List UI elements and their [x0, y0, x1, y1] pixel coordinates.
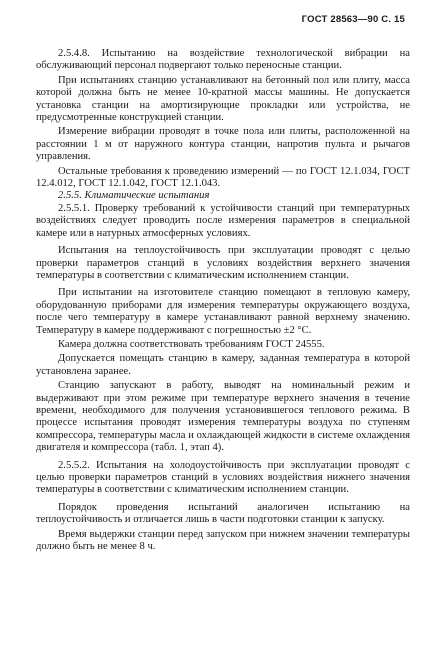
paragraph-2-5-5-1: 2.5.5.1. Проверку требований к устойчивости станций при температурных воздействиях следует проводить после измерения параметров в специальной камере или в натурных атмосферных условиях.	[36, 202, 410, 239]
paragraph-other-requirements: Остальные требования к проведению измерений — по ГОСТ 12.1.034, ГОСТ 12.4.012, ГОСТ 12.1.042, ГОСТ 12.1.043.	[36, 165, 410, 190]
paragraph-holding-time: Время выдержки станции перед запуском при нижнем значении температуры должно быть не менее 8 ч.	[36, 528, 410, 553]
paragraph-heat-resistance: Испытания на теплоустойчивость при эксплуатации проводят с целью проверки параметров станций в условиях воздействия верхнего значения температуры в соответствии с климатическим исполнением станции.	[36, 245, 410, 281]
paragraph-chamber-preset: Допускается помещать станцию в камеру, заданная температура в которой установлена заранее.	[36, 353, 410, 377]
paragraph-vibration-measurement: Измерение вибрации проводят в точке пола или плиты, расположенной на расстоянии 1 м от наружного контура станции, напротив пульта и рычагов управления.	[36, 126, 410, 163]
paragraph-procedure: Порядок проведения испытаний аналогичен испытанию на теплоустойчивость и отличается лишь в части подготовки станции к запуску.	[36, 501, 410, 526]
paragraph-heat-chamber: При испытании на изготовителе станцию помещают в тепловую камеру, оборудованную приборами для измерения температуры окружающего воздуха, после чего температуру в камере устанавливают равной верхнему значению. Температуру в камере поддерживают с погрешностью ±2 °С.	[36, 287, 410, 336]
paragraph-2-5-5-2: 2.5.5.2. Испытания на холодоустойчивость при эксплуатации проводят с целью проверки параметров станций в условиях воздействия нижнего значения температуры в соответствии с климатическим исполнением станции.	[36, 459, 410, 496]
paragraph-installation: При испытаниях станцию устанавливают на бетонный пол или плиту, масса которой должна быть не менее 10-кратной массы машины. Не допускается установка станции на амортизирующие прокладки или устройства, не предусмотренные конструкцией станции.	[36, 74, 410, 124]
paragraph-2-5-4-8: 2.5.4.8. Испытанию на воздействие технологической вибрации на обслуживающий персонал подвергают только переносные станции.	[36, 48, 410, 72]
body-text	[36, 48, 410, 553]
section-2-5-5-heading: 2.5.5. Климатические испытания	[58, 190, 210, 202]
running-head: ГОСТ 28563—90 С. 15	[301, 14, 405, 25]
paragraph-chamber-standard: Камера должна соответствовать требованиям ГОСТ 24555.	[58, 338, 325, 350]
paragraph-station-start: Станцию запускают в работу, выводят на номинальный режим и выдерживают при этом режиме при температуре верхнего значения в течение времени, необходимого для получения установившегося теплового режима. В процессе испытания проводят измерения температуры воздуха по ступеням компрессора, температуры масла и охлаждающей жидкости в системе охлаждения двигателя и компрессора (табл. 1, этап 4).	[36, 380, 410, 454]
